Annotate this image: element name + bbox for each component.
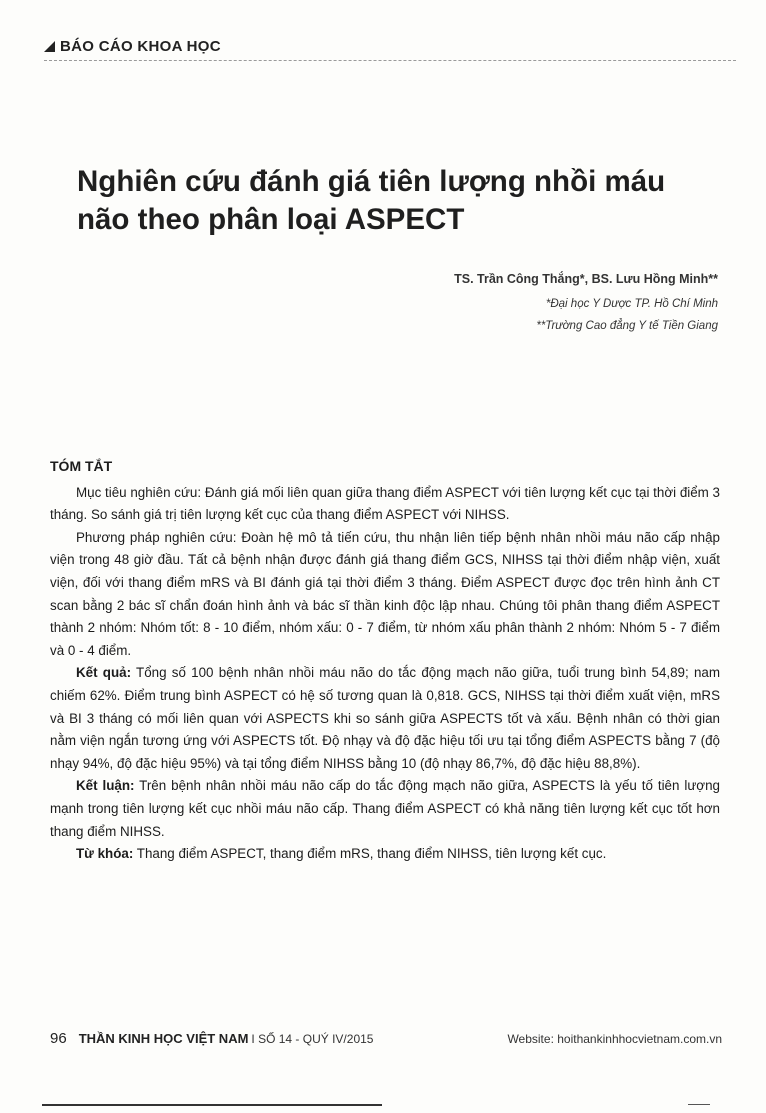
paragraph-label: Kết luận: xyxy=(76,778,135,794)
author-block xyxy=(454,272,718,337)
abstract-heading: TÓM TẮT xyxy=(50,458,113,474)
affiliation-1: *Đại học Y Dược TP. Hồ Chí Minh xyxy=(545,298,718,310)
website-text: Website: hoithankinhhocvietnam.com.vn xyxy=(507,1032,722,1046)
header-divider xyxy=(44,60,736,61)
triangle-icon xyxy=(44,41,55,52)
bottom-mark xyxy=(688,1104,710,1105)
paragraph-label: Kết quả: xyxy=(76,665,132,681)
page-number: 96 xyxy=(50,1030,67,1047)
paragraph-label: Từ khóa: xyxy=(76,846,134,862)
paragraph-text: Trên bệnh nhân nhồi máu não cấp do tắc động mạch não giữa, ASPECTS là yếu tố tiên lượng mạnh trong tiên lượng kết cục nhồi máu não cấp. Thang điểm ASPECT có khả năng tiên lượng kết cục tốt hơn thang điểm NIHSS. xyxy=(50,778,720,839)
abstract-paragraph xyxy=(50,527,720,663)
journal-name: THẦN KINH HỌC VIỆT NAM xyxy=(78,1031,249,1046)
paragraph-label: Mục tiêu nghiên cứu: xyxy=(76,484,202,500)
section-label: BÁO CÁO KHOA HỌC xyxy=(60,38,221,55)
paragraph-text: Tổng số 100 bệnh nhân nhồi máu não do tắc động mạch não giữa, tuổi trung bình 54,89; nam chiếm 62%. Điểm trung bình ASPECT có hệ số tương quan là 0,818. GCS, NIHSS tại thời điểm xuất viện, mRS và BI 3 tháng có mối liên quan với ASPECTS khi so sánh giữa ASPECTS tốt và xấu. Bệnh nhân có thời gian nằm viện ngắn tương ứng với ASPECTS tốt. Độ nhạy và độ đặc hiệu tối ưu tại tổng điểm ASPECTS bằng 7 (độ nhạy 94%, độ đặc hiệu 95%) và tại tổng điểm NIHSS bằng 10 (độ nhạy 86,7%, độ đặc hiệu 88,8%). xyxy=(50,665,720,771)
issue-info: I SỐ 14 - QUÝ IV/2015 xyxy=(251,1032,374,1046)
abstract-paragraph xyxy=(50,775,720,843)
author-names: TS. Trần Công Thắng*, BS. Lưu Hồng Minh** xyxy=(454,272,718,286)
paragraph-text: Đánh giá mối liên quan giữa thang điểm ASPECT với tiên lượng kết cục tại thời điểm 3 tháng. So sánh giá trị tiên lượng kết cục của thang điểm ASPECT với NIHSS. xyxy=(50,484,721,523)
affiliation-2: **Trường Cao đẳng Y tế Tiền Giang xyxy=(536,320,718,332)
paragraph-text: Đoàn hệ mô tả tiến cứu, thu nhận liên tiếp bệnh nhân nhồi máu não cấp nhập viện trong 48 giờ đầu. Tất cả bệnh nhận được đánh giá thang điểm GCS, NIHSS tại thời điểm nhập viện, xuất viện, đối với thang điểm mRS và BI đánh giá tại thời điểm 3 tháng. Điểm ASPECT được đọc trên hình ảnh CT scan bằng 2 bác sĩ chẩn đoán hình ảnh và bác sĩ thần kinh độc lập nhau. Chúng tôi phân thang điểm ASPECT thành 2 nhóm: Nhóm tốt: 8 - 10 điểm, nhóm xấu: 0 - 7 điểm, từ nhóm xấu phân thành 2 nhóm: Nhóm 5 - 7 điểm và 0 - 4 điểm. xyxy=(50,529,720,658)
paragraph-label: Phương pháp nghiên cứu: xyxy=(76,529,237,545)
bottom-divider xyxy=(42,1104,382,1106)
abstract-paragraph xyxy=(50,843,720,866)
section-tag xyxy=(44,38,221,55)
abstract-paragraph xyxy=(50,662,720,775)
abstract-paragraph xyxy=(50,482,720,527)
abstract xyxy=(50,455,720,866)
page-footer xyxy=(50,1030,722,1047)
paragraph-text: Thang điểm ASPECT, thang điểm mRS, thang điểm NIHSS, tiên lượng kết cục. xyxy=(133,846,607,862)
article-title: Nghiên cứu đánh giá tiên lượng nhồi máu não theo phân loại ASPECT xyxy=(77,165,666,236)
